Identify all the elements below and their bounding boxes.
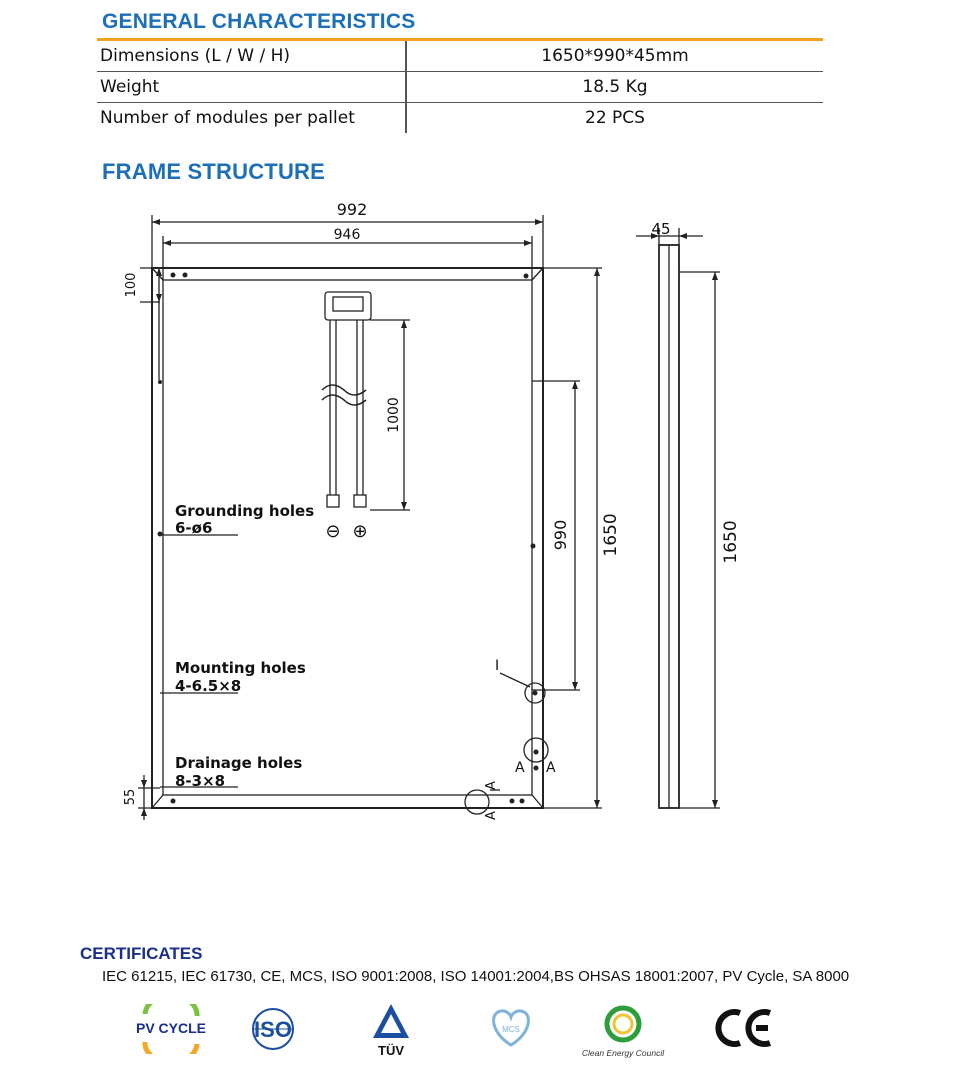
spec-label: Weight <box>97 72 406 103</box>
detail-A-label: A <box>515 760 525 776</box>
spec-value: 1650*990*45mm <box>406 41 823 72</box>
certificates-title: CERTIFICATES <box>80 944 203 963</box>
spec-value: 18.5 Kg <box>406 72 823 103</box>
table-row <box>97 103 823 134</box>
positive-terminal-icon: ⊕ <box>352 521 368 542</box>
table-row <box>97 72 823 103</box>
dim-width-inner: 946 <box>333 227 361 243</box>
panel-outer-frame <box>152 268 543 808</box>
spec-value: 22 PCS <box>585 108 645 128</box>
iso-text: ISO <box>254 1017 292 1042</box>
frame-structure-drawing <box>0 190 958 830</box>
drainage-holes-value: 8-3×8 <box>175 772 226 790</box>
general-characteristics-title: GENERAL CHARACTERISTICS <box>102 10 416 33</box>
mounting-holes-label: Mounting holes <box>175 659 306 677</box>
detail-A-label: A <box>484 781 499 790</box>
mcs-logo <box>486 1005 536 1049</box>
clean-energy-council-logo <box>578 1004 668 1060</box>
panel-inner-frame <box>163 280 532 795</box>
dim-length-front: 1650 <box>601 513 621 557</box>
dim-length-side: 1650 <box>721 520 741 564</box>
pv-cycle-logo <box>125 1004 217 1054</box>
grounding-holes-label: Grounding holes <box>175 502 315 520</box>
detail-A-label: A <box>546 760 556 776</box>
tuv-text: TÜV <box>378 1043 404 1058</box>
grounding-holes-value: 6-ø6 <box>175 519 213 537</box>
spec-label: Number of modules per pallet <box>97 103 406 134</box>
tuv-logo <box>366 1000 416 1060</box>
dim-55: 55 <box>123 788 138 806</box>
dim-mounting-spacing: 990 <box>551 519 570 551</box>
frame-structure-title: FRAME STRUCTURE <box>102 159 325 184</box>
drainage-holes-label: Drainage holes <box>175 754 303 772</box>
spec-label: Dimensions (L / W / H) <box>97 41 406 72</box>
negative-terminal-icon: ⊖ <box>325 521 341 542</box>
detail-I-label: I <box>495 658 500 674</box>
pv-cycle-text: PV CYCLE <box>135 1020 207 1036</box>
dim-100: 100 <box>124 272 139 298</box>
dim-width-outer: 992 <box>336 200 368 219</box>
ce-logo <box>714 1005 776 1051</box>
iso-logo <box>244 1006 302 1052</box>
mcs-text: MCS <box>502 1025 520 1034</box>
clean-energy-council-text: Clean Energy Council <box>581 1048 665 1058</box>
dim-thickness: 45 <box>651 220 671 238</box>
dim-cable-length: 1000 <box>386 397 402 433</box>
mounting-holes-value: 4-6.5×8 <box>175 677 242 695</box>
table-row <box>97 41 823 72</box>
detail-A-label: A <box>484 811 499 820</box>
spec-table <box>97 41 823 133</box>
certificates-list: IEC 61215, IEC 61730, CE, MCS, ISO 9001:2008, ISO 14001:2004,BS OHSAS 18001:2007, PV Cycle, SA 8000 <box>102 968 850 985</box>
